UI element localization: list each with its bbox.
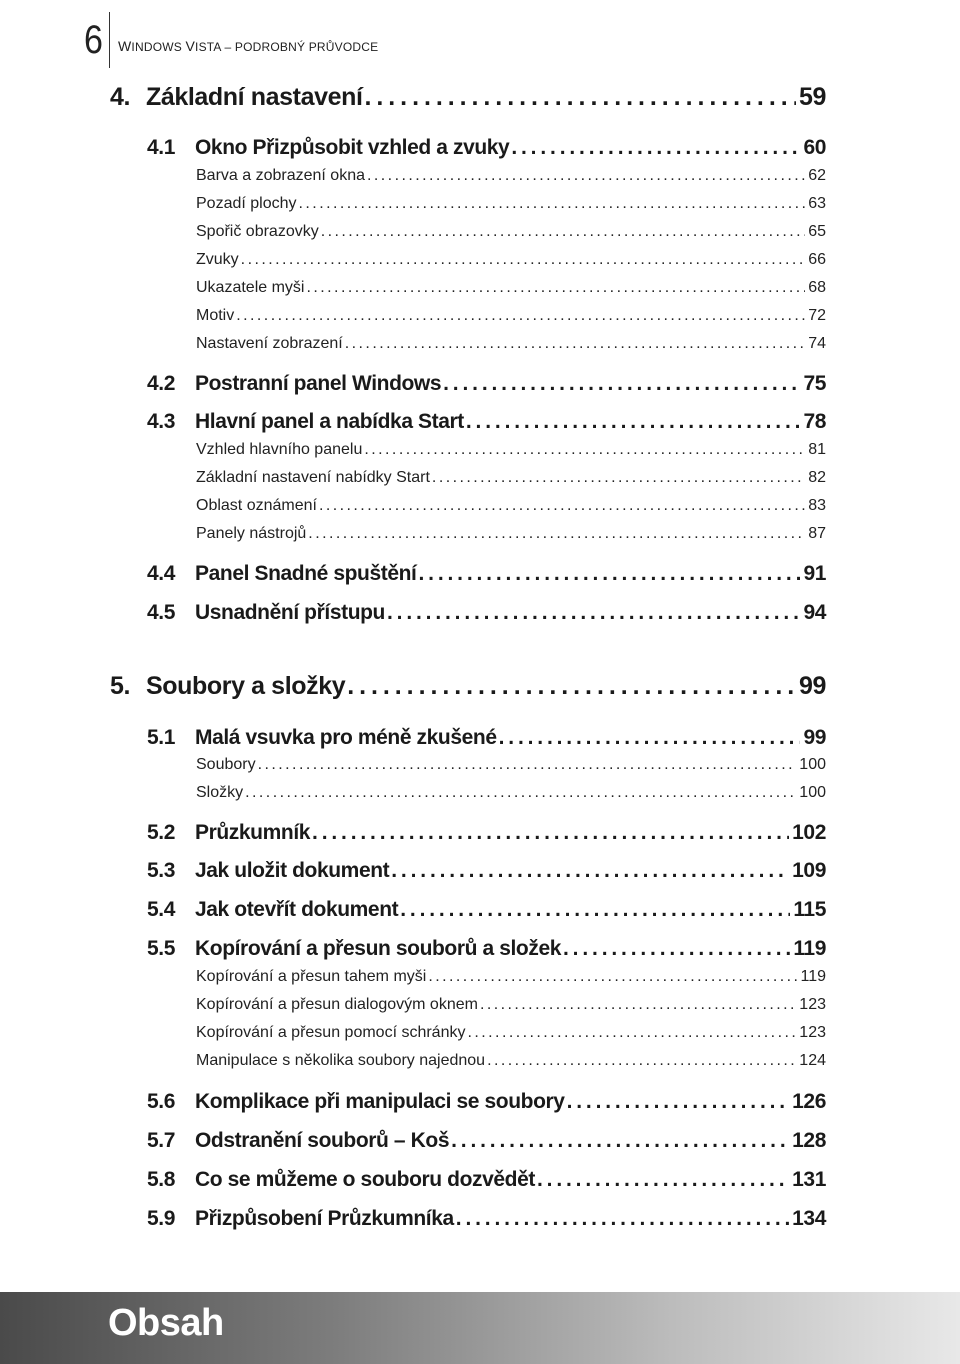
toc-dot-leader xyxy=(236,307,805,325)
toc-entry xyxy=(196,525,826,543)
toc-entry xyxy=(196,307,826,325)
toc-entry-title: Usnadnění přístupu xyxy=(195,601,385,624)
toc-entry xyxy=(147,726,826,750)
toc-entry xyxy=(196,497,826,515)
toc-dot-leader xyxy=(537,1168,789,1192)
toc-entry xyxy=(147,562,826,586)
toc-entry-page: 109 xyxy=(792,859,826,882)
toc-entry xyxy=(196,784,826,802)
toc-entry-title: Jak uložit dokument xyxy=(195,859,390,882)
toc-entry-title: Odstranění souborů – Koš xyxy=(195,1129,450,1152)
toc-entry-page: 66 xyxy=(808,251,826,268)
toc-entry xyxy=(196,1052,826,1070)
toc-entry-title: Kopírování a přesun dialogovým oknem xyxy=(196,996,478,1013)
toc-dot-leader xyxy=(299,195,806,213)
toc-entry xyxy=(196,1024,826,1042)
toc-entry-page: 99 xyxy=(798,672,826,700)
toc-entry xyxy=(196,469,826,487)
toc-entry-title: Soubory xyxy=(196,756,256,773)
toc-dot-leader xyxy=(312,821,789,845)
toc-dot-leader xyxy=(347,672,796,701)
toc-entry xyxy=(110,672,826,701)
toc-entry xyxy=(147,937,826,961)
toc-entry-page: 131 xyxy=(792,1168,826,1191)
toc-entry-page: 119 xyxy=(800,968,826,985)
toc-entry-page: 83 xyxy=(808,497,826,514)
toc-entry-number: 4.2 xyxy=(147,372,175,395)
toc-entry-page: 100 xyxy=(799,756,826,773)
toc-entry xyxy=(147,821,826,845)
toc-entry-page: 82 xyxy=(808,469,826,486)
toc-entry-page: 68 xyxy=(808,279,826,296)
toc-entry-title: Komplikace při manipulaci se soubory xyxy=(195,1090,565,1113)
toc-entry-title: Zvuky xyxy=(196,251,239,268)
toc-entry-number: 4.3 xyxy=(147,410,175,433)
toc-entry-page: 62 xyxy=(808,167,826,184)
toc-dot-leader xyxy=(443,372,800,396)
toc-entry-number: 4.5 xyxy=(147,601,175,624)
toc-entry-title: Panel Snadné spuštění xyxy=(195,562,417,585)
running-title-part: V xyxy=(185,38,196,54)
toc-entry-title: Okno Přizpůsobit vzhled a zvuky xyxy=(195,136,510,159)
toc-dot-leader xyxy=(391,859,789,883)
toc-entry-title: Spořič obrazovky xyxy=(196,223,319,240)
toc-entry-number: 5.6 xyxy=(147,1090,175,1113)
toc-dot-leader xyxy=(387,601,800,625)
toc-dot-leader xyxy=(511,136,800,160)
running-title-part: – PODROBNÝ PRŮVODCE xyxy=(220,40,379,54)
toc-dot-leader xyxy=(499,726,801,750)
toc-dot-leader xyxy=(456,1207,789,1231)
toc-entry-title: Přizpůsobení Průzkumníka xyxy=(195,1207,454,1230)
toc-entry-number: 5.4 xyxy=(147,898,175,921)
toc-dot-leader xyxy=(428,968,797,986)
toc-dot-leader xyxy=(563,937,790,961)
toc-dot-leader xyxy=(451,1129,789,1153)
toc-entry-page: 134 xyxy=(792,1207,826,1230)
toc-dot-leader xyxy=(567,1090,790,1114)
toc-entry-page: 115 xyxy=(793,898,826,921)
toc-entry-page: 128 xyxy=(792,1129,826,1152)
toc-entry-title: Ukazatele myši xyxy=(196,279,305,296)
toc-entry-number: 5.8 xyxy=(147,1168,175,1191)
toc-entry-title: Manipulace s několika soubory najednou xyxy=(196,1052,486,1069)
toc-entry xyxy=(196,251,826,269)
toc-entry xyxy=(196,968,826,986)
toc-entry-number: 4.4 xyxy=(147,562,175,585)
toc-entry xyxy=(196,167,826,185)
toc-entry-page: 72 xyxy=(808,307,826,324)
toc-entry xyxy=(147,1129,826,1153)
toc-entry xyxy=(196,223,826,241)
toc-dot-leader xyxy=(487,1052,796,1070)
page-number: 6 xyxy=(84,18,103,62)
toc-dot-leader xyxy=(245,784,796,802)
toc-entry-page: 102 xyxy=(792,821,826,844)
toc-entry-title: Postranní panel Windows xyxy=(195,372,442,395)
toc-dot-leader xyxy=(467,1024,796,1042)
toc-entry xyxy=(147,372,826,396)
section-title: Obsah xyxy=(108,1302,224,1344)
toc-entry-page: 123 xyxy=(799,996,826,1013)
toc-entry-number: 5.5 xyxy=(147,937,175,960)
toc-entry-title: Základní nastavení xyxy=(146,83,363,111)
toc-entry-title: Složky xyxy=(196,784,244,801)
toc-entry-title: Kopírování a přesun souborů a složek xyxy=(195,937,562,960)
toc-dot-leader xyxy=(321,223,805,241)
toc-entry xyxy=(147,410,826,434)
toc-entry-title: Pozadí plochy xyxy=(196,195,297,212)
toc-entry-page: 74 xyxy=(808,335,826,352)
toc-entry-page: 99 xyxy=(803,726,826,749)
toc-entry-title: Hlavní panel a nabídka Start xyxy=(195,410,464,433)
toc-entry xyxy=(196,756,826,774)
toc-entry xyxy=(147,859,826,883)
toc-entry-page: 124 xyxy=(799,1052,826,1069)
toc-dot-leader xyxy=(306,279,805,297)
toc-entry xyxy=(196,195,826,213)
toc-entry-title: Motiv xyxy=(196,307,235,324)
toc-entry-page: 119 xyxy=(793,937,826,960)
toc-entry-page: 94 xyxy=(803,601,826,624)
toc-dot-leader xyxy=(345,335,805,353)
toc-dot-leader xyxy=(365,83,796,112)
toc-dot-leader xyxy=(419,562,801,586)
toc-entry-page: 63 xyxy=(808,195,826,212)
toc-entry-number: 5.3 xyxy=(147,859,175,882)
toc-entry-page: 81 xyxy=(808,441,826,458)
toc-entry-number: 5.7 xyxy=(147,1129,175,1152)
toc-entry xyxy=(147,1090,826,1114)
toc-entry-title: Vzhled hlavního panelu xyxy=(196,441,363,458)
toc-dot-leader xyxy=(258,756,797,774)
toc-entry xyxy=(147,1168,826,1192)
toc-entry-page: 59 xyxy=(798,83,826,111)
running-title-part: INDOWS xyxy=(131,40,186,54)
running-title-part: W xyxy=(118,38,132,54)
toc-dot-leader xyxy=(319,497,805,515)
toc-dot-leader xyxy=(308,525,805,543)
toc-entry-title: Soubory a složky xyxy=(146,672,346,700)
toc-entry-page: 65 xyxy=(808,223,826,240)
toc-entry-page: 60 xyxy=(803,136,826,159)
toc-entry-title: Jak otevřít dokument xyxy=(195,898,399,921)
running-title-part: ISTA xyxy=(195,40,221,54)
toc-entry xyxy=(147,601,826,625)
toc-entry-title: Co se můžeme o souboru dozvědět xyxy=(195,1168,535,1191)
toc-entry-number: 4.1 xyxy=(147,136,175,159)
toc-entry-number: 5.2 xyxy=(147,821,175,844)
toc-dot-leader xyxy=(466,410,801,434)
toc-entry-title: Malá vsuvka pro méně zkušené xyxy=(195,726,497,749)
toc-entry xyxy=(196,996,826,1014)
toc-entry xyxy=(196,441,826,459)
toc-dot-leader xyxy=(241,251,806,269)
toc-entry-page: 87 xyxy=(808,525,826,542)
toc-dot-leader xyxy=(364,441,805,459)
toc-dot-leader xyxy=(400,898,790,922)
toc-entry-page: 75 xyxy=(803,372,826,395)
toc-entry-number: 5.9 xyxy=(147,1207,175,1230)
toc-entry-page: 100 xyxy=(799,784,826,801)
toc-entry-title: Průzkumník xyxy=(195,821,311,844)
toc-entry-number: 4. xyxy=(110,83,131,111)
toc-entry xyxy=(196,279,826,297)
toc-entry xyxy=(110,83,826,112)
toc-entry-number: 5.1 xyxy=(147,726,175,749)
toc-entry-title: Nastavení zobrazení xyxy=(196,335,343,352)
toc-entry-title: Základní nastavení nabídky Start xyxy=(196,469,430,486)
toc-entry-page: 123 xyxy=(799,1024,826,1041)
toc-entry-number: 5. xyxy=(110,672,131,700)
toc-entry xyxy=(147,1207,826,1231)
toc-entry xyxy=(147,136,826,160)
toc-entry-title: Kopírování a přesun tahem myši xyxy=(196,968,427,985)
toc-dot-leader xyxy=(367,167,805,185)
toc-entry xyxy=(196,335,826,353)
toc-dot-leader xyxy=(480,996,796,1014)
toc-entry-title: Panely nástrojů xyxy=(196,525,307,542)
toc-entry-page: 78 xyxy=(803,410,826,433)
toc-entry-title: Oblast oznámení xyxy=(196,497,317,514)
toc-entry-page: 126 xyxy=(792,1090,826,1113)
toc-entry xyxy=(147,898,826,922)
toc-entry-title: Kopírování a přesun pomocí schránky xyxy=(196,1024,466,1041)
toc-entry-title: Barva a zobrazení okna xyxy=(196,167,365,184)
toc-dot-leader xyxy=(432,469,805,487)
toc-entry-page: 91 xyxy=(803,562,826,585)
